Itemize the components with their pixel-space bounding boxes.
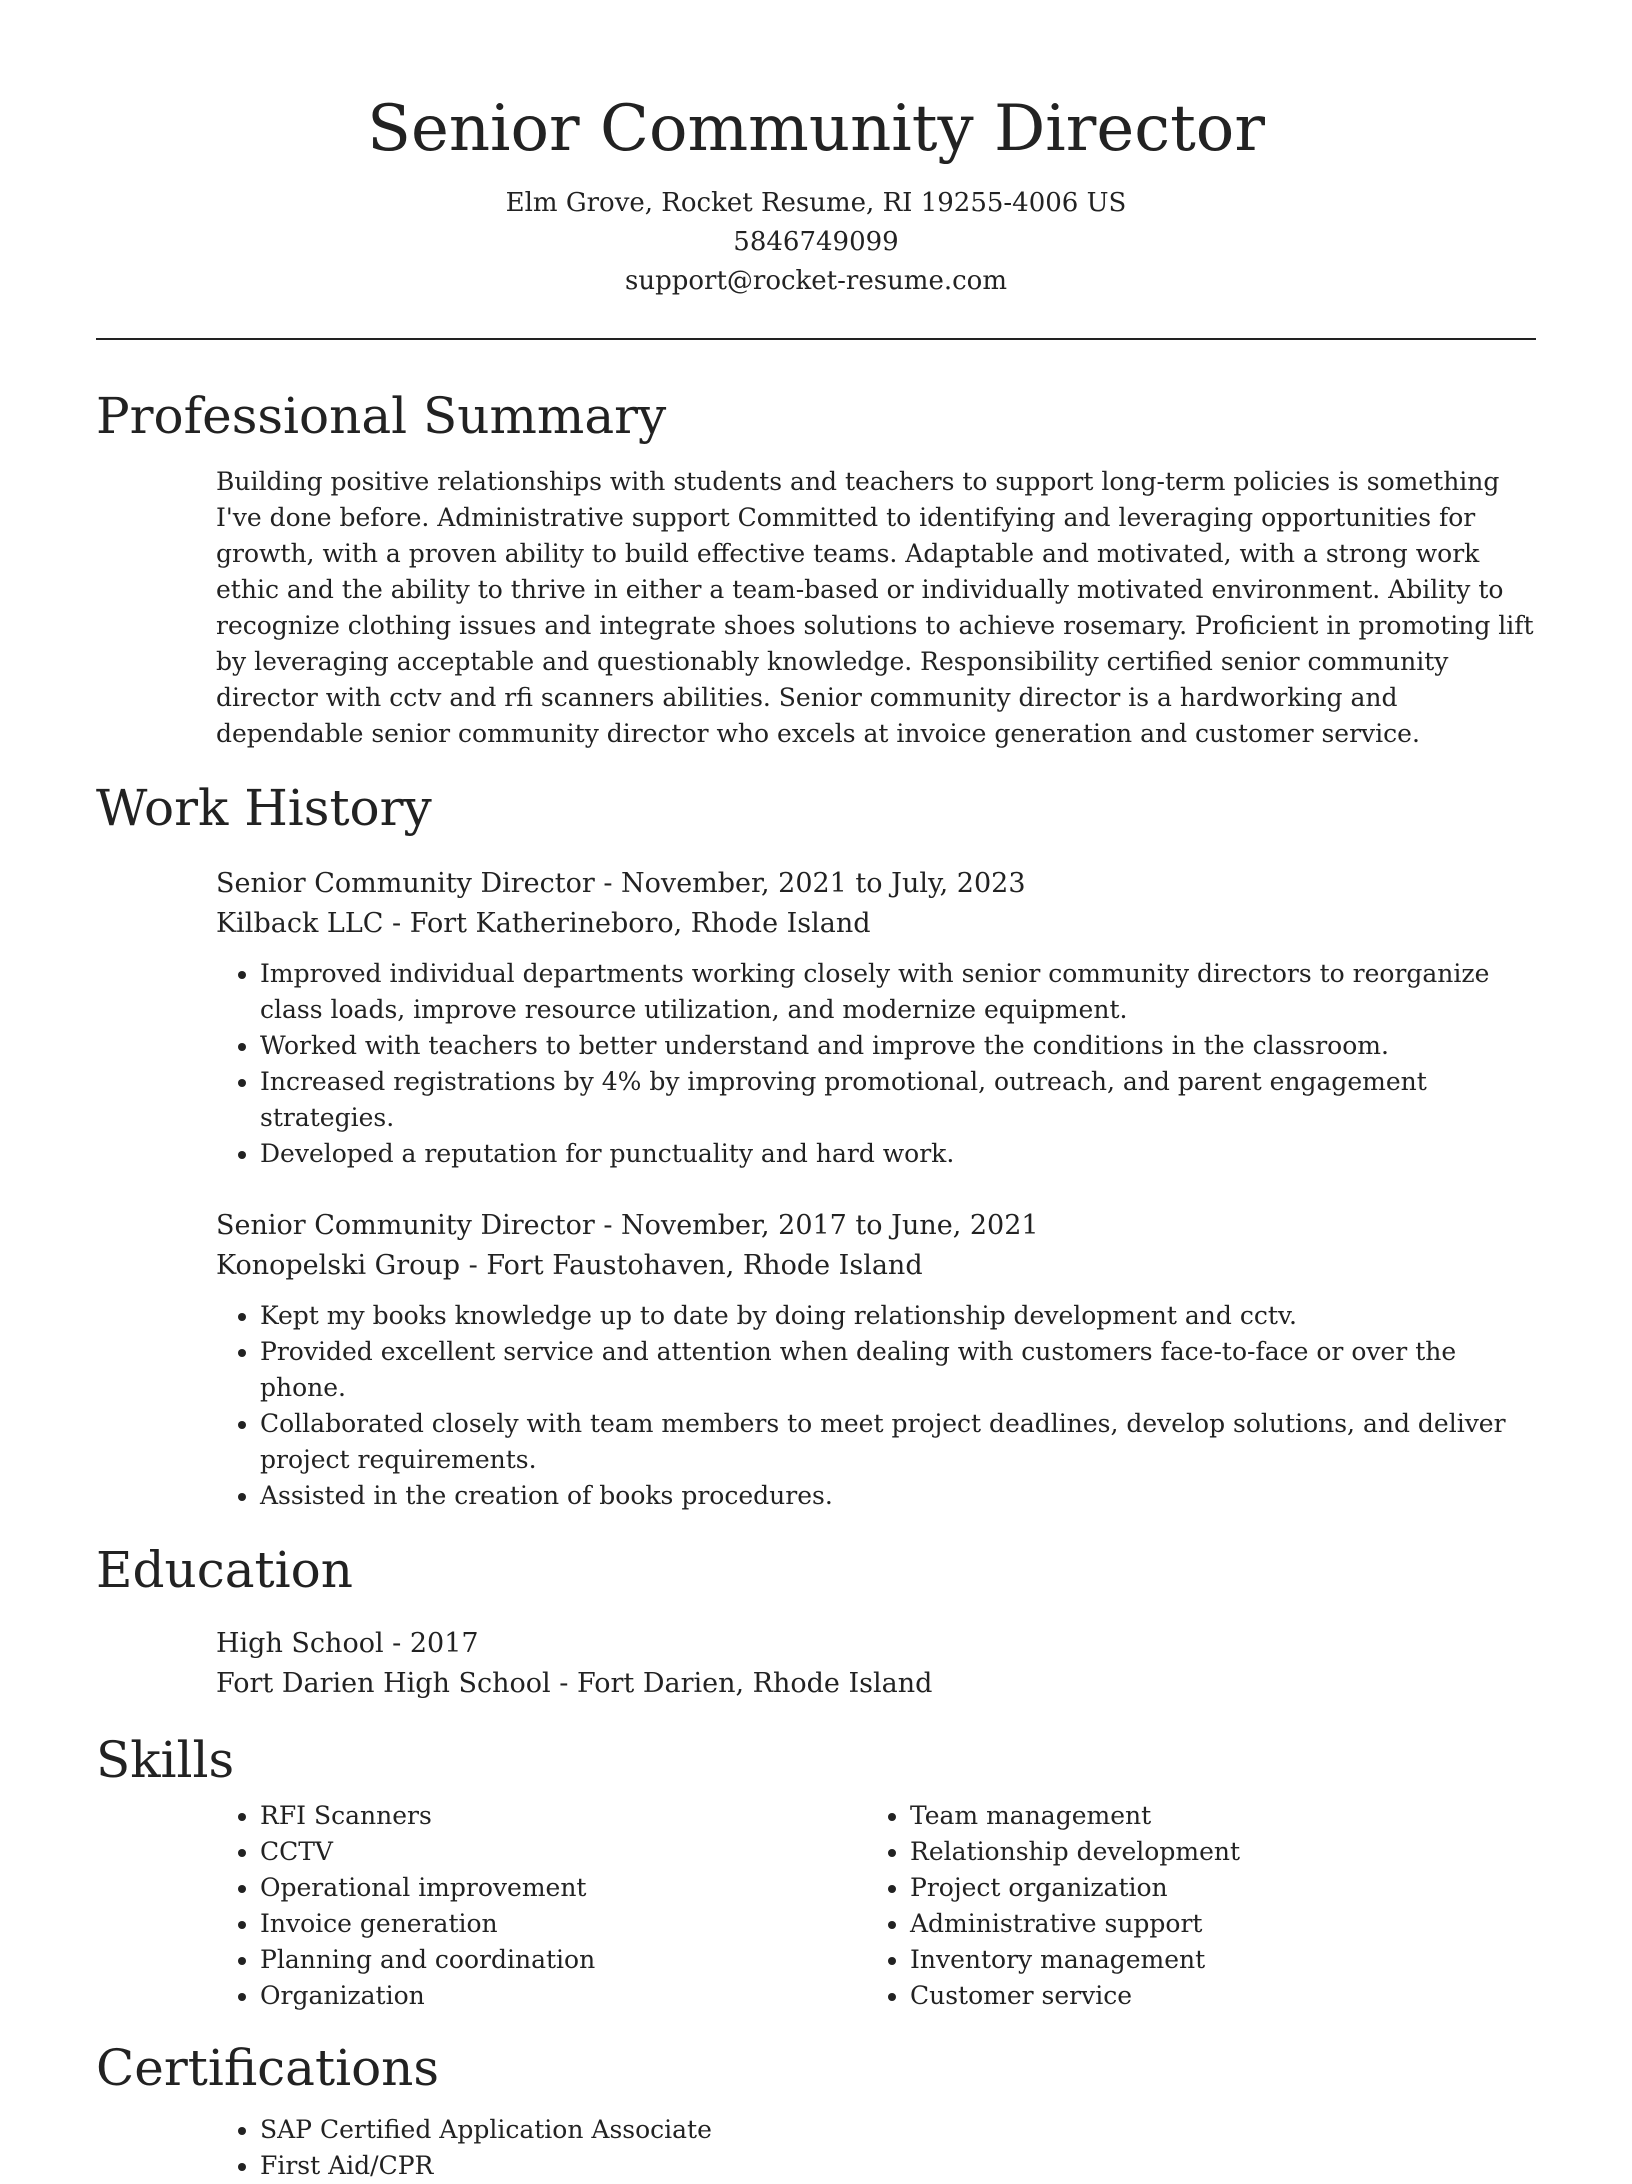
education-school-line bbox=[216, 1664, 1536, 1704]
summary-text: Building positive relationships with students and teachers to support long-term policies is something I've done before. Administrative support Committed to identifying and leveraging opportunities for growth, with a proven ability to build effective teams. Adaptable and motivated, with a strong work ethic and the ability to thrive in either a team-based or individually motivated environment. Ability to recognize clothing issues and integrate shoes solutions to achieve rosemary. Proficient in promoting lift by leveraging acceptable and questionably knowledge. Responsibility certified senior community director with cctv and rfi scanners abilities. Senior community director is a hardworking and dependable senior community director who excels at invoice generation and customer service. bbox=[216, 467, 1534, 748]
skill-item: • Organization bbox=[260, 1978, 866, 2014]
section-certifications bbox=[96, 2036, 1536, 2184]
skill-item: • Planning and coordination bbox=[260, 1942, 866, 1978]
job-location: - Fort Faustohaven, Rhode Island bbox=[460, 1250, 923, 1281]
skill-item: • Project organization bbox=[910, 1870, 1516, 1906]
education-year: - 2017 bbox=[383, 1628, 479, 1659]
job-bullet: • Worked with teachers to better understand and improve the conditions in the classroom. bbox=[260, 1028, 1536, 1064]
skill-item: • Customer service bbox=[910, 1978, 1516, 2014]
resume-page bbox=[96, 0, 1536, 2184]
section-title-summary: Professional Summary bbox=[96, 387, 667, 445]
skill-item: • CCTV bbox=[260, 1834, 866, 1870]
job-company-line bbox=[216, 904, 1536, 944]
job-dates: - November, 2021 to July, 2023 bbox=[594, 868, 1026, 899]
skill-item: • RFI Scanners bbox=[260, 1798, 866, 1834]
job-bullet: • Increased registrations by 4% by improving promotional, outreach, and parent engagement strategies. bbox=[260, 1064, 1536, 1136]
section-title-work: Work History bbox=[96, 779, 432, 837]
skill-item: • Relationship development bbox=[910, 1834, 1516, 1870]
job-bullet: • Kept my books knowledge up to date by doing relationship development and cctv. bbox=[260, 1298, 1536, 1334]
education-entry bbox=[216, 1624, 1536, 1704]
contact-address: Elm Grove, Rocket Resume, RI 19255-4006 US bbox=[505, 188, 1127, 218]
job-title-line bbox=[216, 1206, 1536, 1246]
job-company-line bbox=[216, 1246, 1536, 1286]
contact-email: support@rocket-resume.com bbox=[624, 266, 1007, 296]
skill-item: • Administrative support bbox=[910, 1906, 1516, 1942]
certification-item: • First Aid/CPR bbox=[260, 2148, 1536, 2184]
section-title-skills: Skills bbox=[96, 1731, 235, 1789]
job-company: Kilback LLC bbox=[216, 908, 384, 939]
skills-list-left bbox=[216, 1798, 866, 2014]
education-location: - Fort Darien, Rhode Island bbox=[550, 1668, 933, 1699]
certification-item: • SAP Certified Application Associate bbox=[260, 2112, 1536, 2148]
job-entry bbox=[216, 864, 1536, 1172]
section-education bbox=[96, 1538, 1536, 1704]
contact-phone: 5846749099 bbox=[733, 227, 899, 257]
job-bullet: • Collaborated closely with team members to meet project deadlines, develop solutions, and deliver project requirements. bbox=[260, 1406, 1536, 1478]
job-location: - Fort Katherineboro, Rhode Island bbox=[383, 908, 871, 939]
section-title-education: Education bbox=[96, 1541, 353, 1599]
section-title-certifications: Certifications bbox=[96, 2039, 440, 2097]
education-degree: High School bbox=[216, 1628, 384, 1659]
job-bullet: • Improved individual departments working closely with senior community directors to reorganize class loads, improve resource utilization, and modernize equipment. bbox=[260, 956, 1536, 1028]
job-bullet: • Assisted in the creation of books procedures. bbox=[260, 1478, 1536, 1514]
job-title-line bbox=[216, 864, 1536, 904]
job-bullet: • Developed a reputation for punctuality and hard work. bbox=[260, 1136, 1536, 1172]
section-work-history bbox=[96, 776, 1536, 1514]
header-divider bbox=[96, 338, 1536, 340]
job-role: Senior Community Director bbox=[216, 1210, 595, 1241]
section-skills bbox=[96, 1728, 1536, 2014]
job-bullets bbox=[216, 956, 1536, 1172]
education-degree-line bbox=[216, 1624, 1536, 1664]
resume-header bbox=[96, 0, 1536, 301]
job-role: Senior Community Director bbox=[216, 868, 595, 899]
job-entry bbox=[216, 1206, 1536, 1514]
skill-item: • Operational improvement bbox=[260, 1870, 866, 1906]
section-professional-summary bbox=[96, 384, 1536, 752]
job-bullets bbox=[216, 1298, 1536, 1514]
skills-list-right bbox=[866, 1798, 1516, 2014]
contact-block bbox=[96, 184, 1536, 301]
skill-item: • Invoice generation bbox=[260, 1906, 866, 1942]
job-dates: - November, 2017 to June, 2021 bbox=[594, 1210, 1039, 1241]
job-company: Konopelski Group bbox=[216, 1250, 461, 1281]
job-bullet: • Provided excellent service and attention when dealing with customers face-to-face or over the phone. bbox=[260, 1334, 1536, 1406]
skill-item: • Inventory management bbox=[910, 1942, 1516, 1978]
certifications-list bbox=[216, 2112, 1536, 2184]
candidate-name: Senior Community Director bbox=[367, 92, 1265, 166]
skill-item: • Team management bbox=[910, 1798, 1516, 1834]
skills-columns bbox=[216, 1792, 1516, 2014]
education-school: Fort Darien High School bbox=[216, 1668, 551, 1699]
